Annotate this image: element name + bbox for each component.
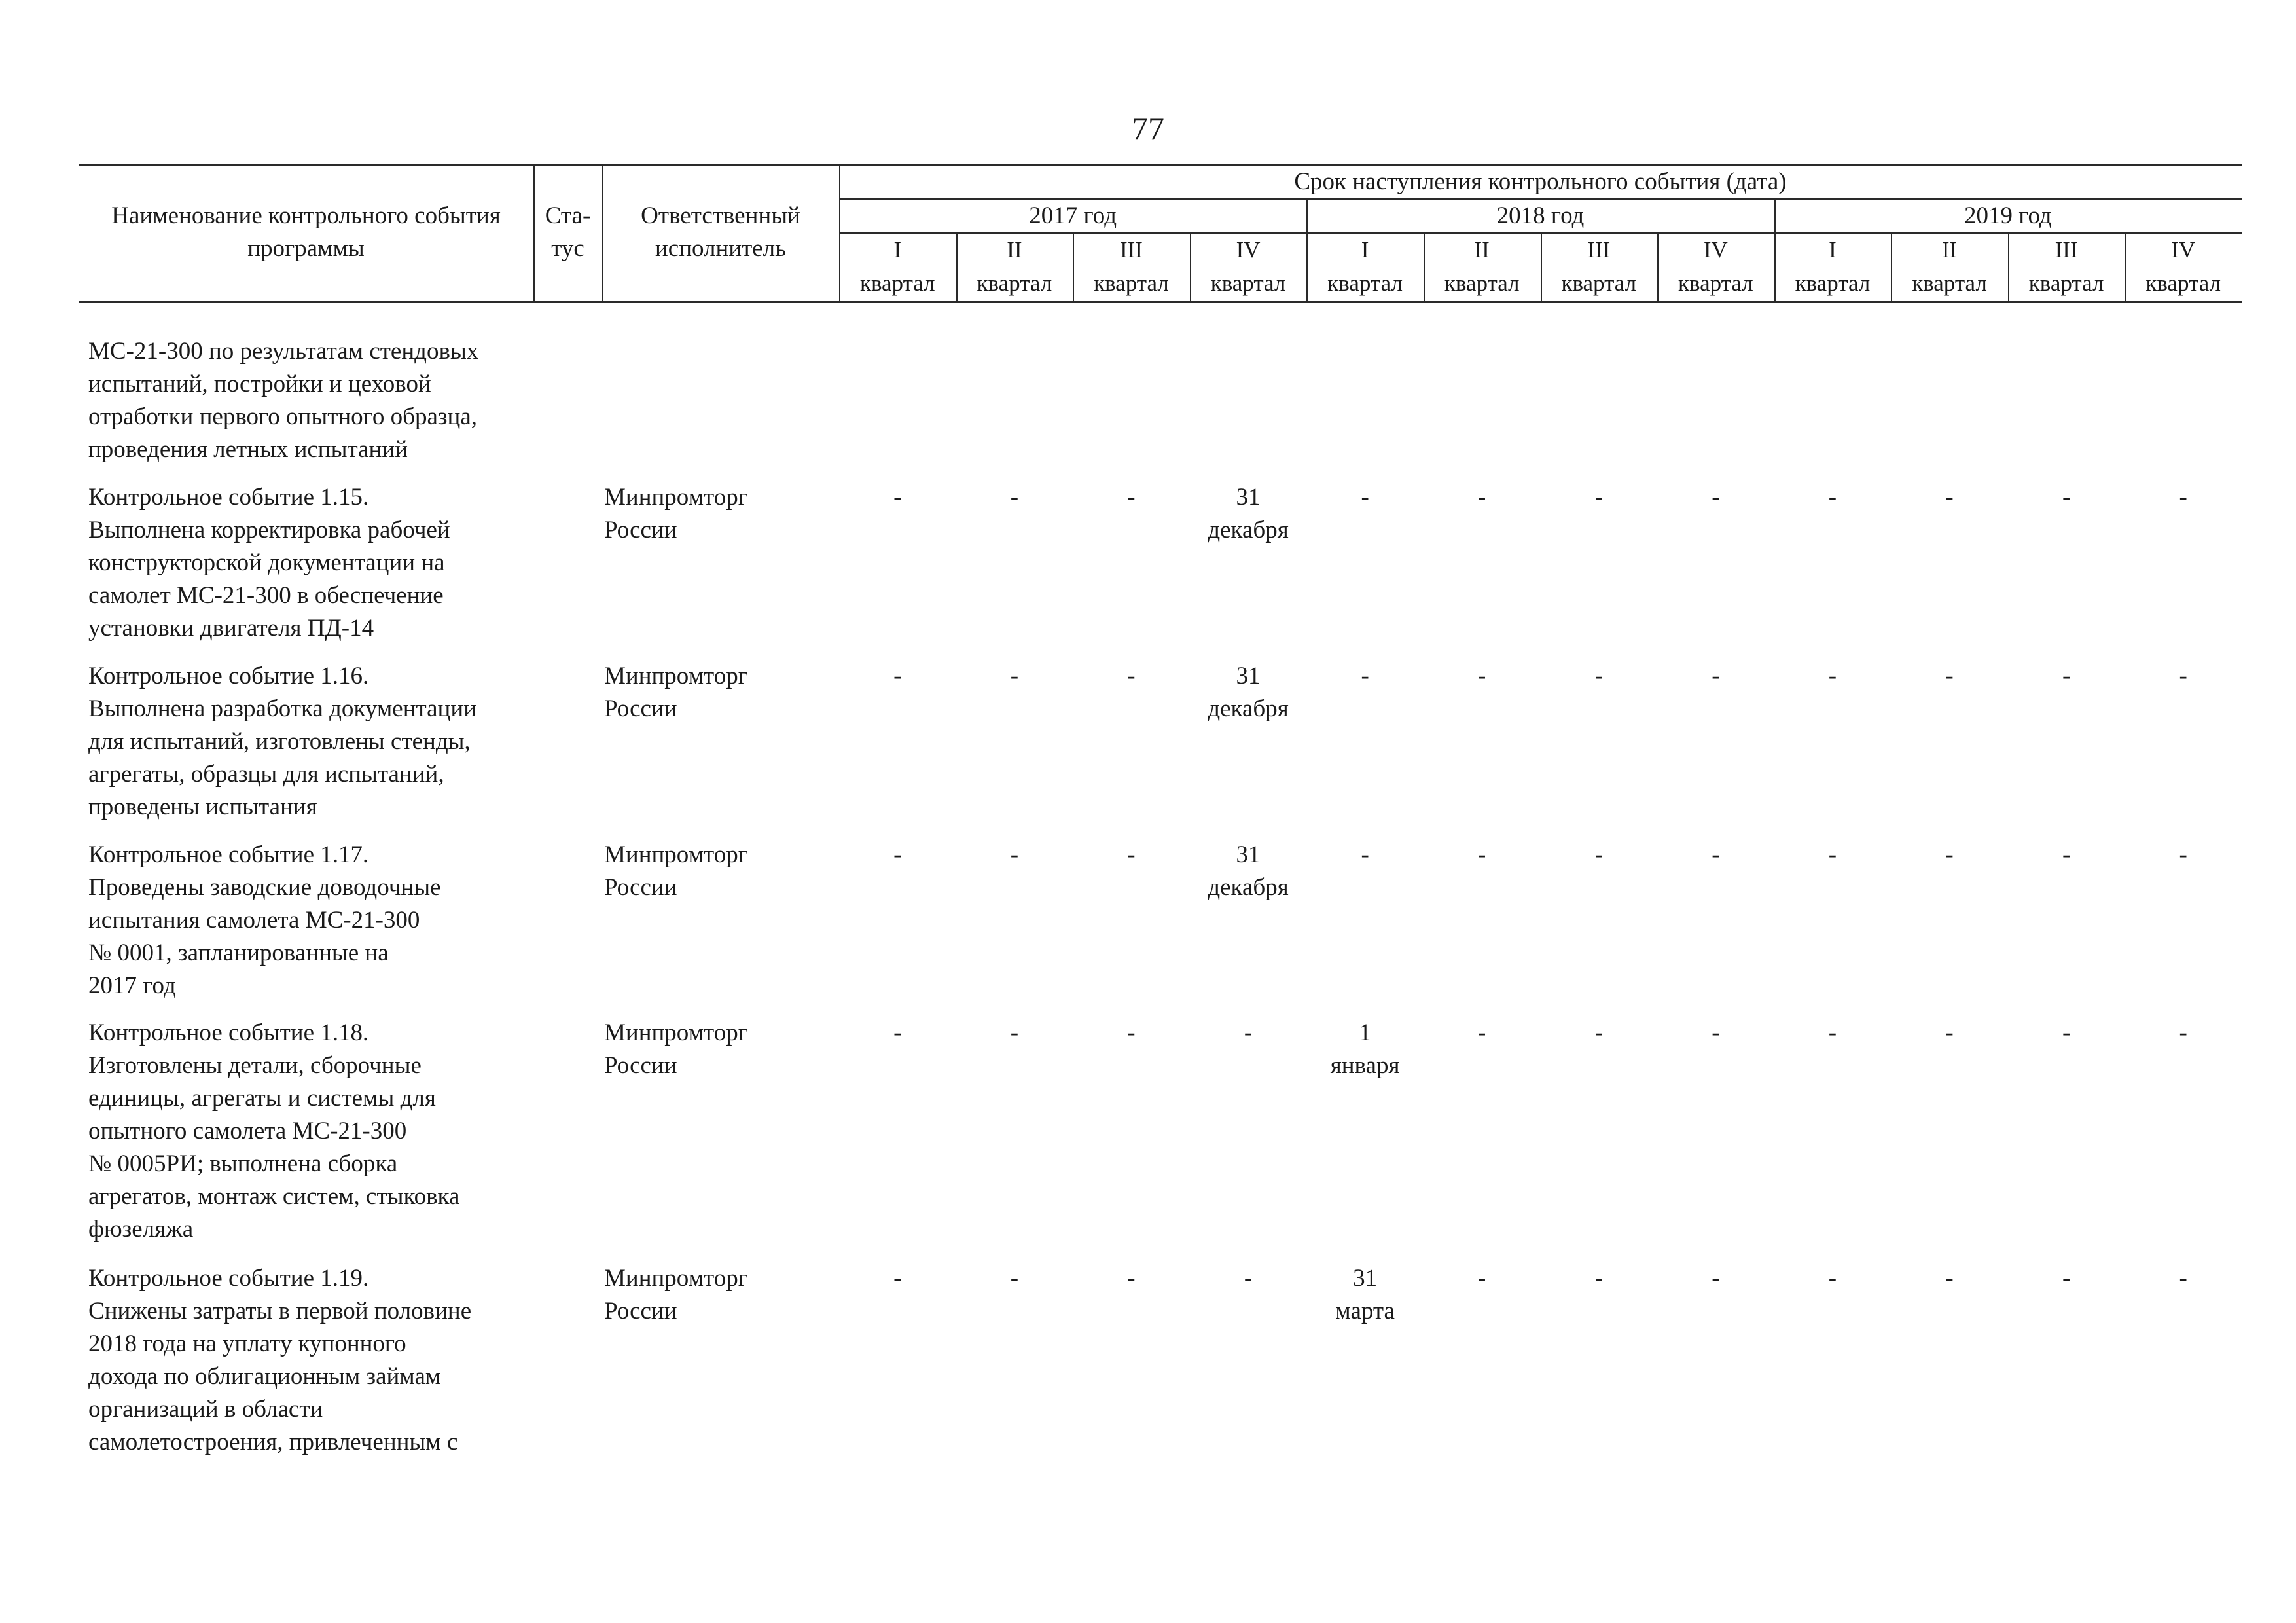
quarter-cell: - <box>893 663 902 689</box>
quarter-cell: - <box>1594 663 1603 689</box>
status-col-header-line1: Ста- <box>545 202 591 229</box>
continuation-text-line: МС-21-300 по результатам стендовых <box>88 338 479 365</box>
event-text-line: фюзеляжа <box>88 1216 194 1243</box>
quarter-cell: 31 <box>1353 1265 1378 1292</box>
quarter-cell: - <box>1244 1265 1253 1292</box>
name-col-header-line1: Наименование контрольного события <box>111 202 501 229</box>
quarter-cell: - <box>893 841 902 868</box>
event-text-line: № 0001, запланированные на <box>88 939 389 966</box>
executor-text-line: Минпромторг <box>604 1265 748 1292</box>
quarter-cell: - <box>1945 841 1954 868</box>
event-text-line: Выполнена разработка документации <box>88 695 476 722</box>
quarter-cell: - <box>1010 484 1019 511</box>
event-text-line: Проведены заводские доводочные <box>88 874 441 901</box>
quarter-cell: - <box>1244 1019 1253 1046</box>
event-text-line: для испытаний, изготовлены стенды, <box>88 728 471 755</box>
executor-text-line: Минпромторг <box>604 484 748 511</box>
quarter-cell: 31 <box>1236 484 1261 511</box>
executor-text-line: России <box>604 517 677 543</box>
quarter-cell: - <box>1361 663 1369 689</box>
quarter-cell: - <box>1010 841 1019 868</box>
quarter-cell: - <box>2062 484 2071 511</box>
quarter-cell: - <box>1478 1019 1486 1046</box>
continuation-text-line: испытаний, постройки и цеховой <box>88 371 431 397</box>
executor-text-line: Минпромторг <box>604 663 748 689</box>
quarter-cell: декабря <box>1208 874 1289 901</box>
event-text-line: испытания самолета МС-21-300 <box>88 907 420 934</box>
name-col-header-line2: программы <box>247 235 365 262</box>
year-header: 2019 год <box>1964 202 2052 229</box>
quarter-number: I <box>1829 237 1837 263</box>
quarter-cell: - <box>1712 1019 1720 1046</box>
quarter-cell: января <box>1330 1052 1400 1079</box>
quarter-number: I <box>1361 237 1369 263</box>
quarter-label: квартал <box>2145 270 2221 296</box>
event-text-line: Изготовлены детали, сборочные <box>88 1052 422 1079</box>
deadline-header: Срок наступления контрольного события (дата) <box>1294 168 1787 195</box>
table-header-bottom-rule <box>79 301 2242 303</box>
event-text-line: Контрольное событие 1.16. <box>88 663 369 689</box>
year-header: 2017 год <box>1029 202 1117 229</box>
event-text-line: агрегатов, монтаж систем, стыковка <box>88 1183 460 1210</box>
quarter-cell: - <box>1945 484 1954 511</box>
quarter-cell: - <box>1478 484 1486 511</box>
event-text-line: Выполнена корректировка рабочей <box>88 517 450 543</box>
continuation-text-line: проведения летных испытаний <box>88 436 408 463</box>
event-text-line: проведены испытания <box>88 793 317 820</box>
event-text-line: Контрольное событие 1.18. <box>88 1019 369 1046</box>
quarter-label: квартал <box>1912 270 1987 296</box>
quarter-number: IV <box>2171 237 2196 263</box>
quarter-cell: - <box>2179 663 2187 689</box>
event-text-line: Снижены затраты в первой половине <box>88 1298 472 1324</box>
executor-text-line: Минпромторг <box>604 1019 748 1046</box>
quarter-label: квартал <box>1327 270 1403 296</box>
quarter-cell: - <box>2179 841 2187 868</box>
quarter-number: II <box>1941 237 1958 263</box>
quarter-cell: - <box>2062 841 2071 868</box>
quarter-cell: - <box>2179 1265 2187 1292</box>
quarter-cell: - <box>1478 841 1486 868</box>
event-text-line: Контрольное событие 1.19. <box>88 1265 369 1292</box>
quarter-cell: - <box>1127 484 1136 511</box>
event-text-line: самолетостроения, привлеченным с <box>88 1429 458 1455</box>
executor-text-line: России <box>604 695 677 722</box>
quarter-number: IV <box>1703 237 1728 263</box>
quarter-cell: - <box>1127 1019 1136 1046</box>
quarter-cell: - <box>1594 484 1603 511</box>
quarter-cell: - <box>1712 1265 1720 1292</box>
executor-text-line: России <box>604 1052 677 1079</box>
quarter-cell: - <box>2062 1265 2071 1292</box>
quarter-label: квартал <box>2028 270 2104 296</box>
quarter-cell: - <box>1127 663 1136 689</box>
quarter-cell: - <box>1478 663 1486 689</box>
quarter-cell: - <box>1828 1265 1837 1292</box>
event-text-line: 2017 год <box>88 972 176 999</box>
executor-text-line: Минпромторг <box>604 841 748 868</box>
quarter-cell: - <box>1127 1265 1136 1292</box>
quarter-cell: - <box>1361 841 1369 868</box>
exec-col-header-line1: Ответственный <box>641 202 800 229</box>
quarter-cell: - <box>893 484 902 511</box>
quarter-cell: - <box>1828 841 1837 868</box>
quarter-cell: - <box>1828 484 1837 511</box>
year-header: 2018 год <box>1496 202 1585 229</box>
quarter-cell: - <box>1594 841 1603 868</box>
quarter-cell: - <box>1594 1265 1603 1292</box>
quarter-cell: - <box>2179 484 2187 511</box>
event-text-line: организаций в области <box>88 1396 323 1423</box>
quarter-label: квартал <box>1561 270 1637 296</box>
quarter-cell: - <box>893 1265 902 1292</box>
event-text-line: Контрольное событие 1.17. <box>88 841 369 868</box>
quarter-number: IV <box>1236 237 1261 263</box>
quarter-number: II <box>1007 237 1022 263</box>
quarter-number: II <box>1474 237 1490 263</box>
quarter-label: квартал <box>1210 270 1286 296</box>
quarter-label: квартал <box>1678 270 1753 296</box>
event-text-line: агрегаты, образцы для испытаний, <box>88 761 444 788</box>
quarter-cell: - <box>893 1019 902 1046</box>
event-text-line: дохода по облигационным займам <box>88 1363 441 1390</box>
quarter-cell: 1 <box>1359 1019 1371 1046</box>
quarter-cell: - <box>1594 1019 1603 1046</box>
quarter-cell: - <box>1712 663 1720 689</box>
quarter-cell: - <box>1010 663 1019 689</box>
quarter-cell: - <box>1712 484 1720 511</box>
event-text-line: установки двигателя ПД-14 <box>88 615 374 642</box>
quarter-cell: 31 <box>1236 841 1261 868</box>
quarter-cell: - <box>1945 1265 1954 1292</box>
quarter-cell: декабря <box>1208 695 1289 722</box>
quarter-number: III <box>2054 237 2078 263</box>
event-text-line: самолет МС-21-300 в обеспечение <box>88 582 444 609</box>
event-text-line: конструкторской документации на <box>88 549 445 576</box>
quarter-label: квартал <box>1094 270 1169 296</box>
quarter-cell: - <box>2062 663 2071 689</box>
event-text-line: 2018 года на уплату купонного <box>88 1330 406 1357</box>
quarter-cell: 31 <box>1236 663 1261 689</box>
quarter-cell: - <box>1478 1265 1486 1292</box>
quarter-cell: - <box>1945 1019 1954 1046</box>
quarter-label: квартал <box>977 270 1052 296</box>
quarter-number: I <box>893 237 902 263</box>
quarter-cell: - <box>1010 1019 1019 1046</box>
quarter-cell: - <box>1361 484 1369 511</box>
quarter-cell: - <box>2062 1019 2071 1046</box>
quarter-number: III <box>1587 237 1611 263</box>
quarter-label: квартал <box>1795 270 1871 296</box>
quarter-cell: - <box>1712 841 1720 868</box>
quarter-number: III <box>1119 237 1143 263</box>
page-number: 77 <box>1132 110 1164 147</box>
event-text-line: опытного самолета МС-21-300 <box>88 1118 407 1144</box>
quarter-label: квартал <box>1444 270 1520 296</box>
exec-col-header-line2: исполнитель <box>655 235 787 262</box>
quarter-cell: - <box>2179 1019 2187 1046</box>
quarter-cell: - <box>1127 841 1136 868</box>
event-text-line: Контрольное событие 1.15. <box>88 484 369 511</box>
quarter-cell: - <box>1828 663 1837 689</box>
continuation-text-line: отработки первого опытного образца, <box>88 403 478 430</box>
quarter-cell: декабря <box>1208 517 1289 543</box>
event-text-line: № 0005РИ; выполнена сборка <box>88 1150 398 1177</box>
quarter-cell: марта <box>1335 1298 1395 1324</box>
executor-text-line: России <box>604 1298 677 1324</box>
quarter-cell: - <box>1010 1265 1019 1292</box>
status-col-header-line2: тус <box>551 235 584 262</box>
event-text-line: единицы, агрегаты и системы для <box>88 1085 436 1112</box>
quarter-cell: - <box>1945 663 1954 689</box>
executor-text-line: России <box>604 874 677 901</box>
quarter-cell: - <box>1828 1019 1837 1046</box>
quarter-label: квартал <box>859 270 935 296</box>
